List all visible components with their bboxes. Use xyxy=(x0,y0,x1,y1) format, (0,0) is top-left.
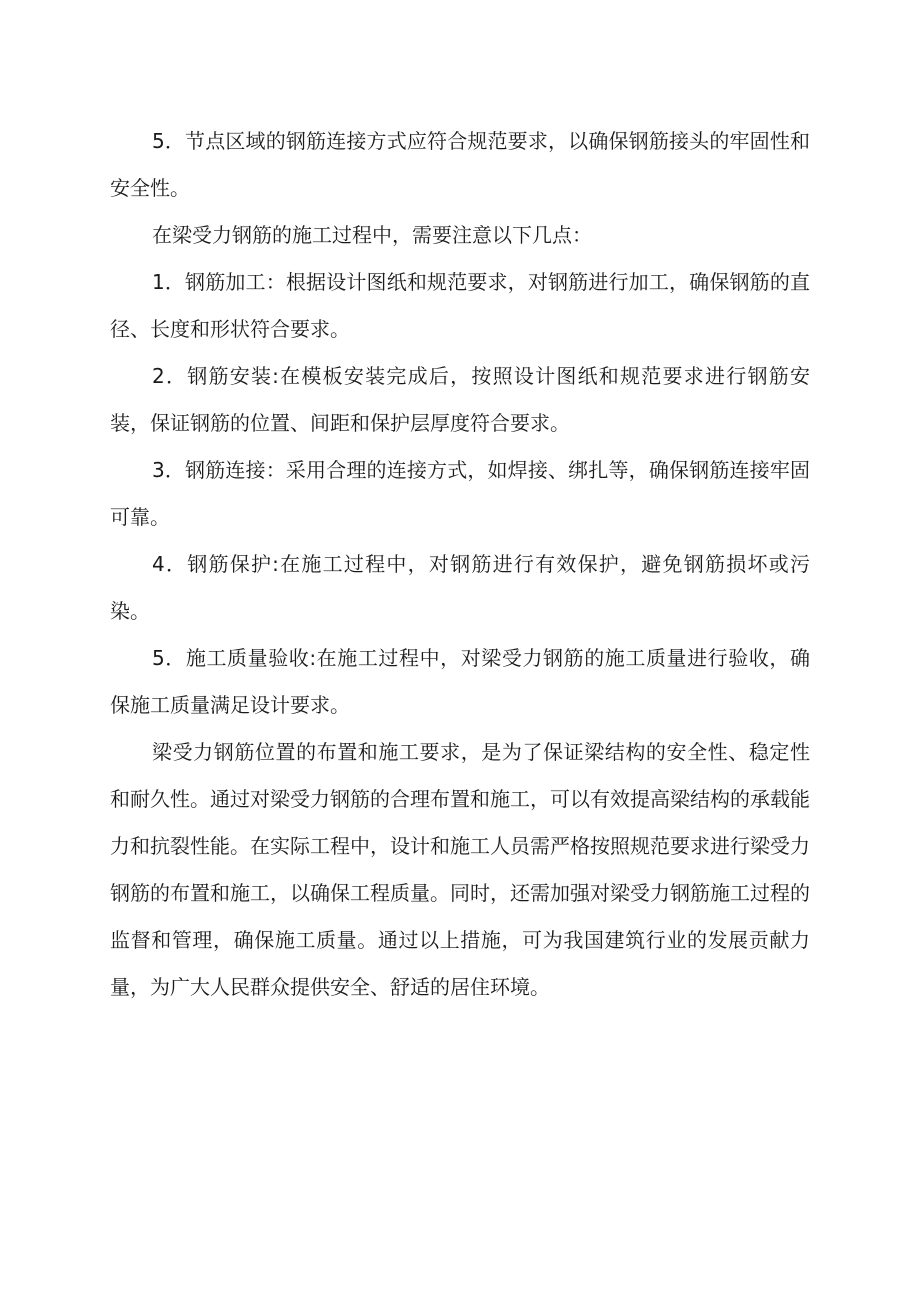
document-body xyxy=(110,118,810,1011)
paragraph-quality-acceptance: 5．施工质量验收:在施工过程中，对梁受力钢筋的施工质量进行验收，确保施工质量满足设计要求。 xyxy=(110,646,810,717)
paragraph-rebar-installation: 2．钢筋安装:在模板安装完成后，按照设计图纸和规范要求进行钢筋安装，保证钢筋的位置、间距和保护层厚度符合要求。 xyxy=(110,364,810,435)
paragraph-conclusion: 梁受力钢筋位置的布置和施工要求，是为了保证梁结构的安全性、稳定性和耐久性。通过对梁受力钢筋的合理布置和施工，可以有效提高梁结构的承载能力和抗裂性能。在实际工程中，设计和施工人员需严格按照规范要求进行梁受力钢筋的布置和施工，以确保工程质量。同时，还需加强对梁受力钢筋施工过程的监督和管理，确保施工质量。通过以上措施，可为我国建筑行业的发展贡献力量，为广大人民群众提供安全、舒适的居住环境。 xyxy=(110,740,810,999)
paragraph-rebar-protection: 4．钢筋保护:在施工过程中，对钢筋进行有效保护，避免钢筋损坏或污染。 xyxy=(110,552,810,623)
paragraph-rebar-processing: 1．钢筋加工：根据设计图纸和规范要求，对钢筋进行加工，确保钢筋的直径、长度和形状符合要求。 xyxy=(110,270,810,341)
paragraph-rebar-connection: 3．钢筋连接：采用合理的连接方式，如焊接、绑扎等，确保钢筋连接牢固可靠。 xyxy=(110,458,810,529)
paragraph-joint-connection: 5．节点区域的钢筋连接方式应符合规范要求，以确保钢筋接头的牢固性和安全性。 xyxy=(110,129,810,200)
paragraph-construction-intro: 在梁受力钢筋的施工过程中，需要注意以下几点： xyxy=(152,223,592,247)
